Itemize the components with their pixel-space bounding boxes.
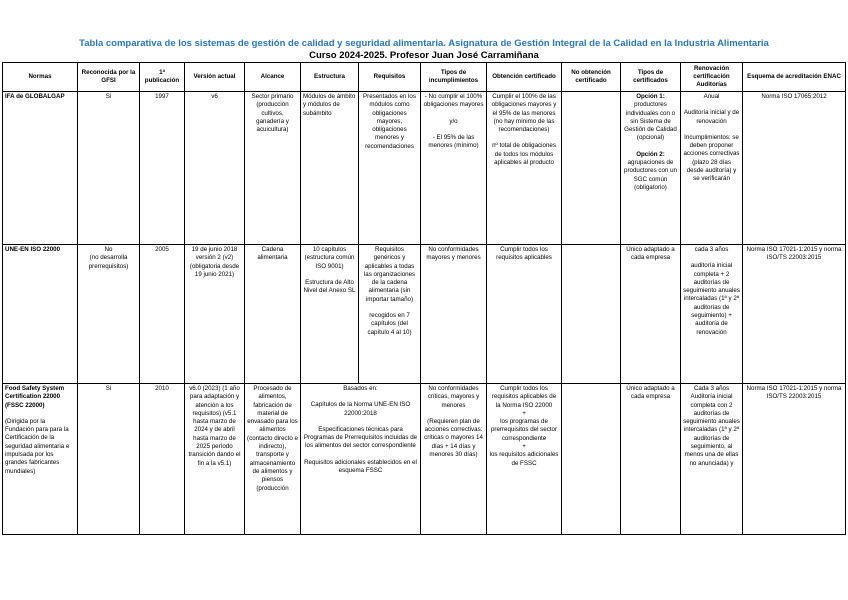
- cell-text: Norma ISO 17065:2012: [761, 93, 827, 100]
- cell-text: No: [104, 246, 113, 253]
- document-subtitle: Curso 2024-2025. Profesor Juan José Carramiñana: [309, 50, 539, 61]
- cell-text: 2005: [155, 246, 169, 253]
- cell-text: Opción 2:: [636, 150, 665, 158]
- cell-gfsi: [78, 245, 140, 384]
- cell-text: No conformidades críticas, mayores y menores: [427, 385, 480, 409]
- cell-text: Procesado de alimentos, fabricación de material de envasado para los alimentos (contacto directo e indirecto), transporte y almacenamiento de alimentos y piensos (producción: [247, 385, 298, 492]
- cell-incumplimientos: [421, 92, 487, 245]
- cell-tipos: [621, 245, 681, 384]
- document-title: Tabla comparativa de los sistemas de gestión de calidad y seguridad alimentaria. Asignatura de Gestión Integral de la Calidad en la Industria Alimentaria: [79, 38, 769, 49]
- column-header: Obtención certificado: [487, 63, 562, 92]
- cell-renovacion: [681, 384, 743, 535]
- cell-estructura-requisitos: [301, 384, 421, 535]
- cell-text: v6.0 (2023) (1 año para adaptación y atención a los requisitos) (v5.1 hasta marzo de 2024 y de abril hasta marzo de 2025 período transición dando el fin a la v5.1): [188, 385, 241, 467]
- table-row: [3, 92, 846, 245]
- cell-renovacion: [681, 245, 743, 384]
- cell-text: y/o: [449, 117, 458, 125]
- cell-text: 19 de junio 2018 versión 2 (v2): [191, 246, 238, 262]
- cell-esquema: [743, 384, 846, 535]
- cell-version: [185, 92, 245, 245]
- cell-tipos: [621, 92, 681, 245]
- cell-text: Especificaciones técnicas para Programas de Prerrequisitos incluidas de los alimentos del sector correspondiente: [303, 425, 418, 450]
- cell-text: Estructura de Alto Nivel del Anexo SL: [303, 278, 356, 295]
- cell-text: Cumplir todos los requisitos aplicables: [496, 246, 552, 262]
- cell-tipos: [621, 384, 681, 535]
- column-header: Esquema de acreditación ENAC: [743, 63, 846, 92]
- cell-requisitos: [359, 245, 421, 384]
- column-header: Alcance: [245, 63, 301, 92]
- cell-text: Único adaptado a cada empresa: [626, 246, 675, 262]
- cell-obtencion: [487, 384, 562, 535]
- cell-text: Cada 3 años: [693, 385, 730, 392]
- cell-text: 1997: [155, 93, 169, 100]
- cell-text: Cumplir todos los requisitos aplicables de la Norma ISO 22000: [491, 385, 557, 409]
- cell-text: Requisitos genéricos y aplicables a todas las organizaciones de la cadena alimentaria (sin importar tamaño): [363, 246, 416, 303]
- cell-text: agrupaciones de productores con un SGC común (obligatorio): [624, 159, 677, 191]
- cell-text: los programas de prerrequisitos del sector correspondiente: [490, 418, 558, 442]
- cell-publicacion: [140, 384, 185, 535]
- cell-text: Norma ISO 17021-1:2015 y norma ISO/TS 22003:2015: [746, 385, 842, 401]
- column-header: Versión actual: [185, 63, 245, 92]
- cell-text: cada 3 años: [694, 246, 729, 253]
- cell-estructura: [301, 92, 359, 245]
- cell-obtencion: [487, 92, 562, 245]
- cell-text: 10 capítulos (estructura común ISO 9001): [304, 246, 355, 270]
- cell-text: (obligatoria desde 19 junio 2021): [189, 262, 240, 278]
- table-row: [3, 384, 846, 535]
- column-header: Normas: [3, 63, 78, 92]
- cell-alcance: [245, 245, 301, 384]
- cell-text: Cumplir el 100% de las obligaciones mayores y el 95% de las menores (no hay mínimo de las recomendaciones): [491, 93, 557, 134]
- cell-text: auditoría inicial completa + 2 auditorías de seguimiento anuales intercaladas (1ª y 2ª auditorías de seguimiento) + auditoría de renovación: [683, 262, 740, 336]
- cell-version: [185, 384, 245, 535]
- cell-text: - El 95% de las menores (mínimo): [428, 133, 479, 150]
- column-header: Tipos de incumplimientos: [421, 63, 487, 92]
- cell-text: Anual: [703, 93, 720, 100]
- cell-norma: [3, 92, 78, 245]
- cell-norma: [3, 384, 78, 535]
- cell-requisitos: [359, 92, 421, 245]
- cell-text: - No cumplir el 100% obligaciones mayores: [423, 93, 484, 109]
- cell-text: Capítulos de la Norma UNE-EN ISO 22000:2018: [310, 401, 411, 417]
- cell-text: Opción 1:: [636, 93, 665, 100]
- cell-alcance: [245, 384, 301, 535]
- cell-no-obtencion: [562, 245, 621, 384]
- cell-estructura: [301, 245, 359, 384]
- column-header: 1ª publicación: [140, 63, 185, 92]
- cell-gfsi: [78, 92, 140, 245]
- cell-text: los requisitos adicionales de FSSC: [489, 451, 559, 467]
- header-row: [3, 63, 846, 92]
- cell-text: 2010: [155, 385, 169, 392]
- cell-text: Si: [105, 93, 112, 100]
- cell-text: Norma ISO 17021-1:2015 y norma ISO/TS 22003:2015: [746, 246, 842, 262]
- cell-text: +: [522, 409, 526, 417]
- cell-text: (Dirigida por la Fundación para para la Certificación de la seguridad alimentaria e impulsada por los grandes fabricantes mundiales): [5, 417, 70, 475]
- cell-text: Módulos de ámbito y módulos de subámbito: [303, 93, 356, 117]
- cell-text: Basados en:: [343, 385, 378, 392]
- cell-text: +: [522, 443, 526, 451]
- cell-publicacion: [140, 245, 185, 384]
- cell-renovacion: [681, 92, 743, 245]
- cell-alcance: [245, 92, 301, 245]
- cell-text: productores individuales con o sin Sistema de Gestión de Calidad (opcional): [624, 101, 677, 142]
- cell-text: v6: [211, 93, 218, 100]
- cell-version: [185, 245, 245, 384]
- cell-text: No conformidades mayores y menores: [426, 246, 481, 262]
- comparison-table: [2, 62, 846, 535]
- cell-text: Incumplimientos: se deben proponer acciones correctivas (plazo 28 días desde auditoría) y se verificarán: [683, 133, 740, 183]
- table-row: [3, 245, 846, 384]
- column-header: Estructura: [301, 63, 359, 92]
- cell-incumplimientos: [421, 245, 487, 384]
- cell-no-obtencion: [562, 92, 621, 245]
- cell-text: Presentados en los módulos como obligaciones mayores, obligaciones menores y recomendaciones: [363, 93, 416, 150]
- cell-text: (no desarrolla prerrequisitos): [88, 254, 129, 270]
- column-header: Reconocida por la GFSI: [78, 63, 140, 92]
- cell-norma: [3, 245, 78, 384]
- cell-text: nº total de obligaciones de todos los módulos aplicables al producto: [492, 142, 556, 167]
- cell-obtencion: [487, 245, 562, 384]
- cell-esquema: [743, 245, 846, 384]
- cell-text: recogidos en 7 capítulos (del capítulo 4 al 10): [367, 312, 412, 336]
- cell-text: Único adaptado a cada empresa: [626, 385, 675, 401]
- column-header: Renovación certificación Auditorías: [681, 63, 743, 92]
- column-header: Requisitos: [359, 63, 421, 92]
- cell-publicacion: [140, 92, 185, 245]
- cell-text: Requisitos adicionales establecidos en el esquema FSSC: [304, 458, 417, 475]
- cell-text: Food Safety System Certification 22000 (FSSC 22000): [5, 385, 65, 409]
- cell-text: Si: [105, 385, 112, 392]
- cell-text: Sector primario (producción cultivos, ganadería y acuicultura): [251, 93, 294, 134]
- cell-no-obtencion: [562, 384, 621, 535]
- cell-text: Auditoría inicial completa con 2 auditorías de seguimiento anuales intercaladas (1ª y 2ª auditorías de seguimiento, al menos una de ellas no anunciada) y: [683, 393, 740, 467]
- cell-text: IFA de GLOBALGAP: [5, 93, 65, 100]
- cell-text: UNE-EN ISO 22000: [5, 246, 61, 253]
- cell-text: (Requieren plan de acciones correctivas: críticas o mayores 14 días + 14 días y menores 30 días): [424, 417, 483, 459]
- cell-gfsi: [78, 384, 140, 535]
- cell-text: Cadena alimentaria: [257, 246, 288, 262]
- cell-esquema: [743, 92, 846, 245]
- column-header: Tipos de certificados: [621, 63, 681, 92]
- cell-text: Auditoría inicial y de renovación: [683, 109, 740, 125]
- column-header: No obtención certificado: [562, 63, 621, 92]
- cell-incumplimientos: [421, 384, 487, 535]
